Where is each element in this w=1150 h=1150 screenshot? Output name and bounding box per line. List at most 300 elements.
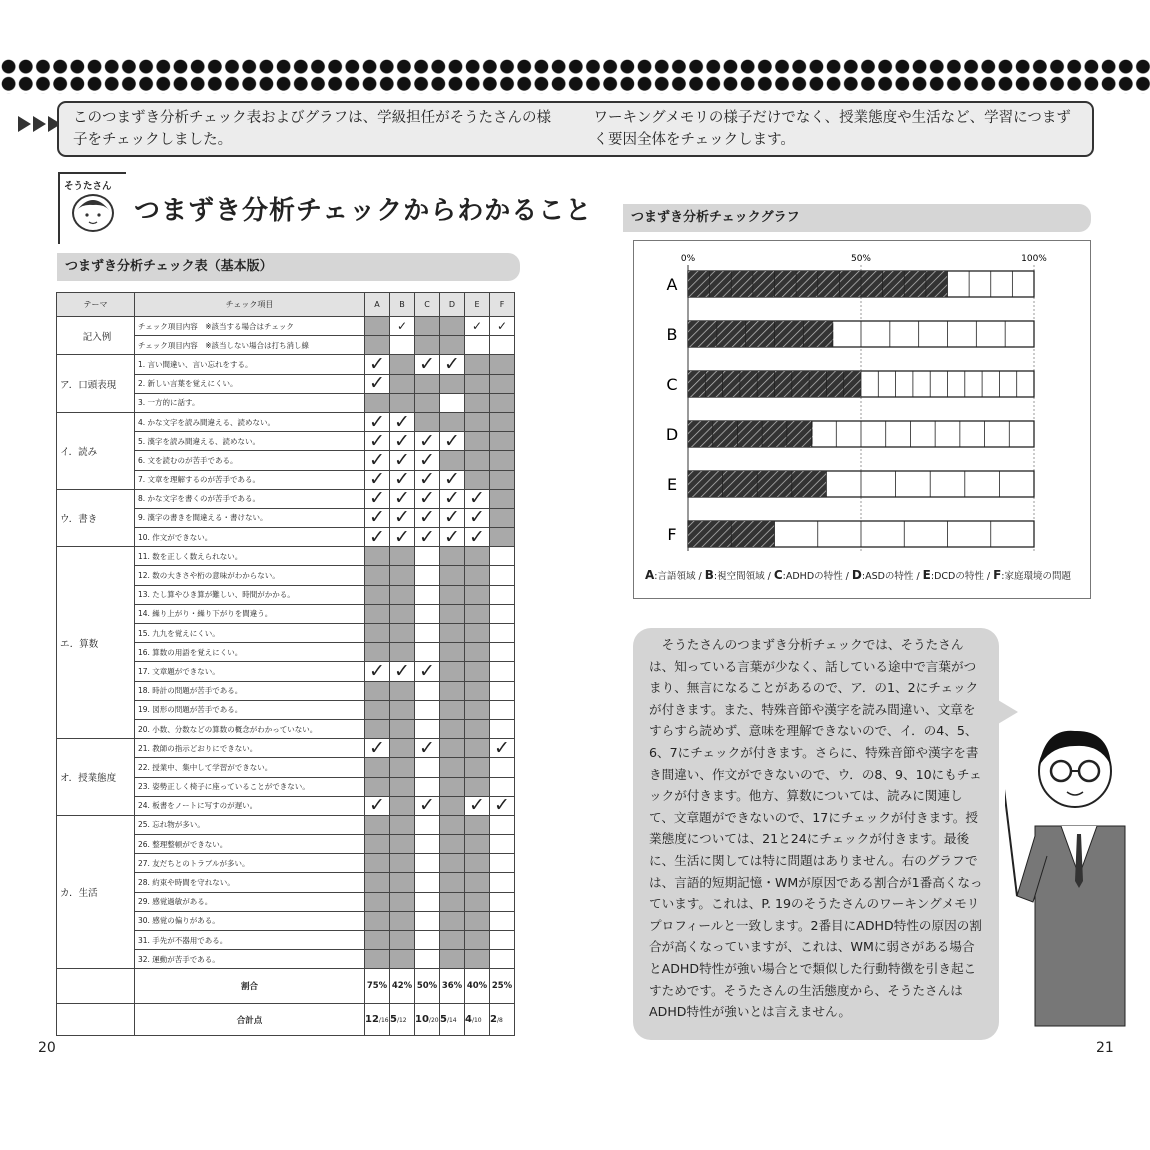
category-label: F [667, 525, 677, 544]
check-mark-icon: ✓ [440, 508, 465, 527]
check-mark-icon: ✓ [365, 412, 390, 431]
example-cell [440, 317, 465, 336]
check-cell [365, 700, 390, 719]
table-header-cell: チェック項目 [135, 293, 365, 317]
check-cell [365, 892, 390, 911]
check-cell [390, 624, 415, 643]
check-mark-icon: ✓ [415, 489, 440, 508]
check-cell [490, 451, 515, 470]
graph-section-heading: つまずき分析チェックグラフ [623, 204, 1091, 232]
check-cell [490, 585, 515, 604]
check-mark-icon: ✓ [365, 374, 390, 393]
category-label: A [666, 275, 678, 294]
check-mark-icon: ✓ [415, 508, 440, 527]
axis-tick-label: 50% [850, 254, 872, 264]
check-cell [490, 854, 515, 873]
item-label: 18. 時計の問題が苦手である。 [135, 681, 365, 700]
check-cell [415, 681, 440, 700]
total-value [440, 1004, 465, 1036]
check-cell [365, 911, 390, 930]
check-cell [490, 355, 515, 374]
check-cell [465, 911, 490, 930]
legend-separator: / [983, 571, 994, 582]
total-score: 12 [365, 1014, 379, 1026]
check-cell [415, 911, 440, 930]
example-cell [490, 336, 515, 355]
item-label: 7. 文章を理解するのが苦手である。 [135, 470, 365, 489]
check-cell [465, 854, 490, 873]
blank-cell [57, 1004, 135, 1036]
example-label: 記入例 [57, 317, 135, 355]
check-mark-icon: ✓ [390, 412, 415, 431]
check-cell [415, 393, 440, 412]
check-cell [415, 547, 440, 566]
legend-text: :言語領域 [654, 571, 696, 582]
item-label: 9. 漢字の書きを間違える・書けない。 [135, 508, 365, 527]
check-cell [440, 950, 465, 969]
table-header-cell: テーマ [57, 293, 135, 317]
check-table [56, 292, 515, 1036]
check-cell [440, 604, 465, 623]
item-label: 21. 教師の指示どおりにできない。 [135, 739, 365, 758]
check-cell [440, 796, 465, 815]
check-cell [390, 355, 415, 374]
item-label: 20. 小数、分数などの算数の概念がわかっていない。 [135, 719, 365, 738]
legend-text: :DCDの特性 [930, 571, 984, 582]
check-mark-icon: ✓ [390, 528, 415, 547]
check-cell [465, 412, 490, 431]
check-cell [415, 892, 440, 911]
check-cell [440, 873, 465, 892]
item-label: 28. 約束や時間を守れない。 [135, 873, 365, 892]
legend-text: :家庭環境の問題 [1001, 571, 1071, 582]
check-mark-icon: ✓ [415, 470, 440, 489]
item-label: 1. 言い間違い、言い忘れをする。 [135, 355, 365, 374]
check-cell [440, 854, 465, 873]
example-cell [390, 336, 415, 355]
legend-separator: / [695, 571, 705, 582]
chart-frame [633, 240, 1091, 599]
example-cell [365, 336, 390, 355]
table-row [57, 355, 515, 374]
check-cell [440, 931, 465, 950]
page-number-left: 20 [38, 1040, 56, 1056]
example-cell [440, 336, 465, 355]
check-cell [365, 547, 390, 566]
item-label: 24. 板書をノートに写すのが遅い。 [135, 796, 365, 815]
item-label: 2. 新しい言葉を覚えにくい。 [135, 374, 365, 393]
check-cell [415, 719, 440, 738]
check-cell [490, 873, 515, 892]
check-cell [415, 815, 440, 834]
check-cell [490, 412, 515, 431]
check-cell [490, 950, 515, 969]
check-cell [365, 393, 390, 412]
check-cell [465, 892, 490, 911]
table-section-heading: つまずき分析チェック表（基本版） [57, 253, 520, 281]
check-cell [490, 700, 515, 719]
check-cell [440, 700, 465, 719]
check-cell [490, 508, 515, 527]
check-cell [490, 393, 515, 412]
check-mark-icon: ✓ [390, 489, 415, 508]
check-mark-icon: ✓ [465, 528, 490, 547]
check-mark-icon: ✓ [365, 489, 390, 508]
check-cell [365, 585, 390, 604]
check-cell [440, 911, 465, 930]
item-label: 5. 漢字を読み間違える、読めない。 [135, 432, 365, 451]
ratio-label: 割合 [135, 969, 365, 1004]
item-label: 15. 九九を覚えにくい。 [135, 624, 365, 643]
check-cell [415, 585, 440, 604]
check-cell [490, 892, 515, 911]
check-cell [465, 681, 490, 700]
check-cell [465, 585, 490, 604]
check-mark-icon: ✓ [365, 796, 390, 815]
legend-separator: / [913, 571, 923, 582]
check-cell [415, 604, 440, 623]
check-cell [390, 643, 415, 662]
check-cell [490, 547, 515, 566]
table-row [57, 547, 515, 566]
total-score: 5 [440, 1014, 447, 1026]
total-denominator: /16 [378, 1017, 389, 1025]
check-cell [465, 758, 490, 777]
check-cell [490, 624, 515, 643]
legend-text: :視空間領域 [713, 571, 765, 582]
check-cell [490, 643, 515, 662]
check-cell [465, 662, 490, 681]
item-label: 11. 数を正しく数えられない。 [135, 547, 365, 566]
check-mark-icon: ✓ [365, 508, 390, 527]
check-cell [390, 700, 415, 719]
check-cell [440, 739, 465, 758]
teacher-illustration [1005, 716, 1145, 1036]
check-mark-icon: ✓ [390, 508, 415, 527]
total-denominator: /10 [471, 1017, 482, 1025]
check-cell [365, 624, 390, 643]
check-mark-icon: ✓ [365, 662, 390, 681]
item-label: 6. 文を読むのが苦手である。 [135, 451, 365, 470]
check-cell [415, 854, 440, 873]
item-label: 22. 授業中、集中して学習ができない。 [135, 758, 365, 777]
check-cell [390, 911, 415, 930]
item-label: 14. 繰り上がり・繰り下がりを間違う。 [135, 604, 365, 623]
check-mark-icon: ✓ [490, 739, 515, 758]
check-mark-icon: ✓ [415, 796, 440, 815]
check-cell [490, 758, 515, 777]
check-cell [490, 911, 515, 930]
check-cell [440, 393, 465, 412]
bar-D [688, 421, 813, 447]
badge-name: そうたさん [64, 181, 112, 192]
chart-legend [645, 568, 1071, 582]
item-label: 23. 姿勢正しく椅子に座っていることができない。 [135, 777, 365, 796]
check-mark-icon: ✓ [440, 355, 465, 374]
legend-key: A [645, 568, 655, 582]
example-row: チェック項目内容 ※該当する場合はチェック [135, 317, 365, 336]
check-cell [465, 393, 490, 412]
check-cell [465, 700, 490, 719]
ratio-value: 36% [440, 969, 465, 1004]
table-header-cell: A [365, 293, 390, 317]
check-cell [440, 643, 465, 662]
bar-chart [634, 241, 1090, 571]
check-cell [365, 566, 390, 585]
check-mark-icon: ✓ [365, 739, 390, 758]
check-cell [465, 432, 490, 451]
example-cell [365, 317, 390, 336]
check-cell [440, 835, 465, 854]
item-label: 19. 図形の問題が苦手である。 [135, 700, 365, 719]
check-mark-icon: ✓ [365, 432, 390, 451]
check-cell [465, 719, 490, 738]
check-cell [415, 412, 440, 431]
intro-right: ワーキングメモリの様子だけでなく、授業態度や生活など、学習につまずく要因全体をチェックします。 [593, 110, 1071, 148]
check-mark-icon: ✓ [415, 739, 440, 758]
intro-box [57, 101, 1094, 157]
item-label: 13. たし算やひき算が難しい、時間がかかる。 [135, 585, 365, 604]
check-cell [415, 643, 440, 662]
item-label: 12. 数の大きさや桁の意味がわからない。 [135, 566, 365, 585]
check-cell [465, 547, 490, 566]
table-row [57, 412, 515, 431]
check-cell [440, 681, 465, 700]
check-cell [440, 585, 465, 604]
theme-label: エ．算数 [57, 547, 135, 739]
legend-separator: / [842, 571, 852, 582]
item-label: 4. かな文字を読み間違える、読めない。 [135, 412, 365, 431]
check-cell [440, 566, 465, 585]
category-label: B [666, 325, 678, 344]
check-mark-icon: ✓ [440, 470, 465, 489]
boy-face-icon [72, 194, 114, 232]
check-cell [390, 873, 415, 892]
check-mark-icon: ✓ [440, 432, 465, 451]
check-mark-icon: ✓ [465, 489, 490, 508]
check-mark-icon: ✓ [390, 451, 415, 470]
check-cell [365, 681, 390, 700]
blank-cell [57, 969, 135, 1004]
item-label: 29. 感覚過敏がある。 [135, 892, 365, 911]
table-header-cell: B [390, 293, 415, 317]
check-cell [390, 835, 415, 854]
check-cell [490, 470, 515, 489]
table-header-cell: F [490, 293, 515, 317]
check-cell [440, 719, 465, 738]
check-cell [415, 931, 440, 950]
check-cell [365, 950, 390, 969]
table-header-cell: E [465, 293, 490, 317]
example-cell: ✓ [490, 317, 515, 336]
check-cell [415, 777, 440, 796]
check-cell [440, 758, 465, 777]
check-cell [440, 892, 465, 911]
total-value [365, 1004, 390, 1036]
check-cell [465, 950, 490, 969]
total-denominator: /8 [496, 1017, 503, 1025]
check-mark-icon: ✓ [390, 432, 415, 451]
check-cell [490, 835, 515, 854]
total-score: 10 [415, 1014, 429, 1026]
legend-key: B [704, 568, 714, 582]
total-score: 4 [465, 1014, 472, 1026]
check-cell [365, 835, 390, 854]
check-mark-icon: ✓ [415, 432, 440, 451]
legend-key: D [851, 568, 862, 582]
legend-text: :ADHDの特性 [782, 571, 843, 582]
student-badge [58, 172, 126, 244]
total-value [390, 1004, 415, 1036]
table-header-cell: D [440, 293, 465, 317]
check-cell [390, 758, 415, 777]
check-cell [415, 950, 440, 969]
check-cell [390, 604, 415, 623]
check-cell [490, 489, 515, 508]
check-cell [390, 566, 415, 585]
theme-label: カ．生活 [57, 815, 135, 969]
dot-border [0, 58, 1150, 94]
check-cell [490, 815, 515, 834]
check-cell [440, 662, 465, 681]
ratio-value: 50% [415, 969, 440, 1004]
check-mark-icon: ✓ [415, 528, 440, 547]
legend-key: C [773, 568, 783, 582]
check-cell [365, 604, 390, 623]
table-row [57, 489, 515, 508]
example-cell: ✓ [390, 317, 415, 336]
page-number-right: 21 [1096, 1040, 1114, 1056]
check-cell [465, 374, 490, 393]
check-cell [415, 624, 440, 643]
ratio-value: 42% [390, 969, 415, 1004]
check-cell [390, 585, 415, 604]
check-cell [390, 796, 415, 815]
item-label: 30. 感覚の偏りがある。 [135, 911, 365, 930]
check-cell [465, 931, 490, 950]
explanation-bubble: そうたさんのつまずき分析チェックでは、そうたさんは、知っている言葉が少なく、話している途中で言葉がつまり、無言になることがあるので、ア．の1、2にチェックが付きます。また、特殊音節や漢字を読み間違い、文章をすらすら読めず、意味を理解できないので、イ．の4、5、6、7にチェックが付きます。さらに、特殊音節や漢字を書き間違い、作文ができないので、ウ．の8、9、10にもチェックが付きます。他方、算数については、読みに関連して、文章題ができないので、17にチェックが付きます。授業態度については、21と24にチェックが付きます。最後に、生活に関しては特に問題はありません。右のグラフでは、言語的短期記憶・WMが原因である割合が1番高くなっています。これは、P. 19のそうたさんのワーキングメモリプロフィールと一致します。2番目にADHD特性の原因の割合が高くなっていますが、これは、WMに弱さがある場合とADHD特性が強い場合とで類似した行動特徴を引き起こすためです。そうたさんの生活態度から、そうたさんはADHD特性が強いとは言えません。 [633, 628, 999, 1040]
total-value [415, 1004, 440, 1036]
example-row: チェック項目内容 ※該当しない場合は打ち消し線 [135, 336, 365, 355]
check-cell [440, 547, 465, 566]
total-score: 2 [490, 1014, 497, 1026]
check-cell [465, 835, 490, 854]
legend-text: :ASDの特性 [861, 571, 914, 582]
category-label: E [666, 475, 678, 494]
check-cell [490, 719, 515, 738]
ratio-value: 25% [490, 969, 515, 1004]
check-cell [465, 777, 490, 796]
check-cell [490, 374, 515, 393]
check-mark-icon: ✓ [365, 470, 390, 489]
item-label: 16. 算数の用語を覚えにくい。 [135, 643, 365, 662]
legend-separator: / [764, 571, 774, 582]
check-cell [465, 470, 490, 489]
check-cell [415, 700, 440, 719]
check-cell [440, 624, 465, 643]
check-cell [415, 758, 440, 777]
check-cell [490, 662, 515, 681]
check-cell [490, 604, 515, 623]
check-cell [465, 566, 490, 585]
check-cell [365, 777, 390, 796]
ratio-value: 75% [365, 969, 390, 1004]
category-label: D [665, 425, 679, 444]
item-label: 17. 文章題ができない。 [135, 662, 365, 681]
item-label: 32. 運動が苦手である。 [135, 950, 365, 969]
check-cell [440, 451, 465, 470]
check-cell [465, 643, 490, 662]
item-label: 10. 作文ができない。 [135, 528, 365, 547]
check-cell [490, 931, 515, 950]
check-mark-icon: ✓ [465, 508, 490, 527]
table-row [57, 739, 515, 758]
check-cell [390, 739, 415, 758]
check-cell [440, 777, 465, 796]
page-title: つまずき分析チェックからわかること [134, 196, 593, 226]
total-value [465, 1004, 490, 1036]
item-label: 8. かな文字を書くのが苦手である。 [135, 489, 365, 508]
check-cell [465, 604, 490, 623]
total-label: 合計点 [135, 1004, 365, 1036]
check-cell [415, 374, 440, 393]
check-cell [390, 719, 415, 738]
check-cell [490, 566, 515, 585]
check-cell [390, 681, 415, 700]
example-cell [415, 317, 440, 336]
check-cell [415, 873, 440, 892]
example-cell: ✓ [465, 317, 490, 336]
check-cell [365, 719, 390, 738]
check-cell [465, 739, 490, 758]
check-mark-icon: ✓ [390, 470, 415, 489]
check-cell [390, 777, 415, 796]
legend-key: F [993, 568, 1002, 582]
check-mark-icon: ✓ [365, 451, 390, 470]
check-cell [365, 643, 390, 662]
check-mark-icon: ✓ [440, 489, 465, 508]
check-mark-icon: ✓ [415, 355, 440, 374]
check-cell [440, 374, 465, 393]
check-cell [390, 892, 415, 911]
check-cell [390, 547, 415, 566]
check-cell [365, 854, 390, 873]
check-mark-icon: ✓ [490, 796, 515, 815]
check-cell [390, 374, 415, 393]
total-denominator: /20 [428, 1017, 439, 1025]
check-cell [490, 432, 515, 451]
total-denominator: /12 [396, 1017, 407, 1025]
check-mark-icon: ✓ [365, 528, 390, 547]
check-cell [365, 815, 390, 834]
total-score: 5 [390, 1014, 397, 1026]
total-value [490, 1004, 515, 1036]
check-mark-icon: ✓ [440, 528, 465, 547]
category-label: C [666, 375, 678, 394]
check-cell [465, 355, 490, 374]
item-label: 27. 友だちとのトラブルが多い。 [135, 854, 365, 873]
item-label: 25. 忘れ物が多い。 [135, 815, 365, 834]
bar-B [688, 321, 833, 347]
check-cell [465, 815, 490, 834]
check-cell [390, 393, 415, 412]
ratio-value: 40% [465, 969, 490, 1004]
check-cell [440, 815, 465, 834]
check-cell [390, 950, 415, 969]
check-cell [465, 451, 490, 470]
check-cell [490, 681, 515, 700]
check-cell [490, 528, 515, 547]
